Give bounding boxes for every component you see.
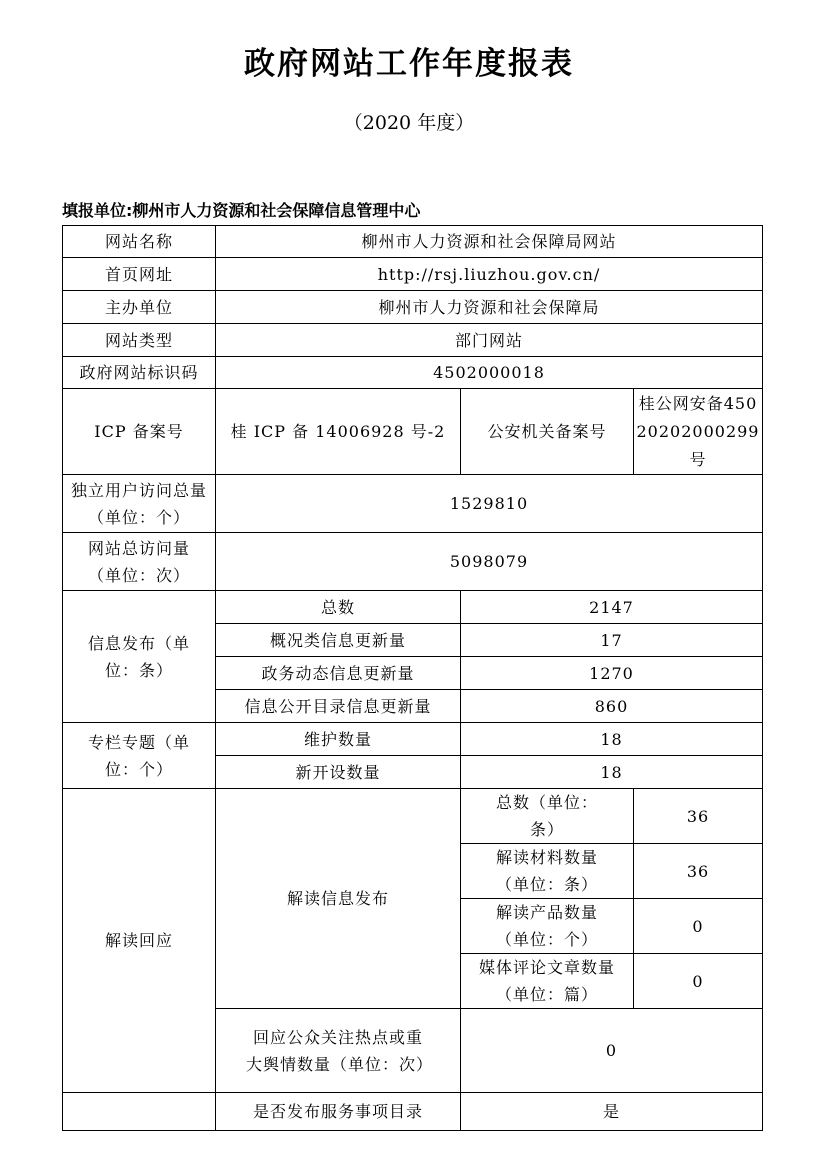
site-id-value: 4502000018 (216, 357, 763, 389)
interp-product-value: 0 (634, 899, 763, 954)
info-news-value: 1270 (461, 657, 763, 690)
table-row (63, 389, 763, 475)
site-name-label: 网站名称 (63, 226, 216, 258)
homepage-value: http://rsj.liuzhou.gov.cn/ (216, 258, 763, 291)
uv-value: 1529810 (216, 475, 763, 533)
columns-new-value: 18 (461, 756, 763, 789)
site-id-label: 政府网站标识码 (63, 357, 216, 389)
interp-media-value: 0 (634, 954, 763, 1009)
interp-product-label: 解读产品数量（单位：个） (461, 899, 634, 954)
table-row (63, 1093, 763, 1131)
info-overview-value: 17 (461, 624, 763, 657)
columns-label: 专栏专题（单位：个） (63, 723, 216, 789)
interp-material-label: 解读材料数量（单位：条） (461, 844, 634, 899)
columns-new-label: 新开设数量 (216, 756, 461, 789)
icp-value: 桂 ICP 备 14006928 号-2 (216, 389, 461, 475)
site-name-value: 柳州市人力资源和社会保障局网站 (216, 226, 763, 258)
uv-label: 独立用户访问总量（单位：个） (63, 475, 216, 533)
interp-material-value: 36 (634, 844, 763, 899)
info-publish-label: 信息发布（单位：条） (63, 591, 216, 723)
info-total-value: 2147 (461, 591, 763, 624)
table-row (63, 475, 763, 533)
info-catalog-value: 860 (461, 690, 763, 723)
table-row (63, 591, 763, 624)
info-news-label: 政务动态信息更新量 (216, 657, 461, 690)
report-year: （2020 年度） (343, 112, 475, 134)
service-catalog-label: 是否发布服务事项目录 (216, 1093, 461, 1131)
report-table (62, 225, 763, 1131)
blank-cell (63, 1093, 216, 1131)
sponsor-value: 柳州市人力资源和社会保障局 (216, 291, 763, 324)
table-row (63, 789, 763, 844)
site-type-value: 部门网站 (216, 324, 763, 357)
reporting-unit: 填报单位:柳州市人力资源和社会保障信息管理中心 (62, 201, 421, 220)
info-overview-label: 概况类信息更新量 (216, 624, 461, 657)
interpretation-publish-label: 解读信息发布 (216, 789, 461, 1009)
police-record-label: 公安机关备案号 (461, 389, 634, 475)
table-row (63, 258, 763, 291)
columns-maintain-value: 18 (461, 723, 763, 756)
site-type-label: 网站类型 (63, 324, 216, 357)
interp-total-label: 总数（单位：条） (461, 789, 634, 844)
hotspot-value: 0 (461, 1009, 763, 1093)
homepage-label: 首页网址 (63, 258, 216, 291)
pv-label: 网站总访问量（单位：次） (63, 533, 216, 591)
sponsor-label: 主办单位 (63, 291, 216, 324)
interpretation-label: 解读回应 (63, 789, 216, 1093)
table-row (63, 324, 763, 357)
table-row (63, 291, 763, 324)
table-row (63, 357, 763, 389)
interp-total-value: 36 (634, 789, 763, 844)
info-total-label: 总数 (216, 591, 461, 624)
columns-maintain-label: 维护数量 (216, 723, 461, 756)
info-catalog-label: 信息公开目录信息更新量 (216, 690, 461, 723)
pv-value: 5098079 (216, 533, 763, 591)
page-title: 政府网站工作年度报表 (244, 46, 574, 82)
interp-media-label: 媒体评论文章数量（单位：篇） (461, 954, 634, 1009)
hotspot-label: 回应公众关注热点或重大舆情数量（单位：次） (216, 1009, 461, 1093)
police-record-value: 桂公网安备45020202000299 号 (634, 389, 763, 475)
icp-label: ICP 备案号 (63, 389, 216, 475)
service-catalog-value: 是 (461, 1093, 763, 1131)
table-row (63, 533, 763, 591)
table-row (63, 226, 763, 258)
table-row (63, 723, 763, 756)
